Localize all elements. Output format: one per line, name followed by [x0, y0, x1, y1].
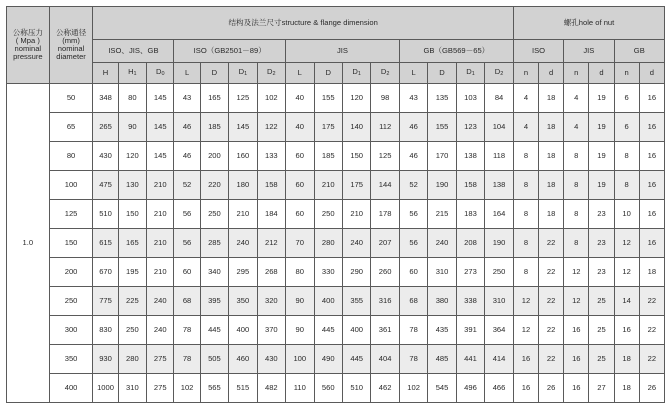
dimension-cell: 22	[639, 345, 664, 374]
dimension-cell: 280	[118, 345, 146, 374]
nominal-diameter-cell: 200	[49, 258, 93, 287]
dimension-cell: 84	[485, 84, 514, 113]
dimension-cell: 391	[456, 316, 484, 345]
dimension-cell: 68	[399, 287, 427, 316]
dimension-cell: 23	[589, 258, 614, 287]
sub-column-header: $D_2$	[371, 63, 399, 84]
dimension-cell: 165	[200, 84, 228, 113]
dimension-cell: 4	[513, 113, 538, 142]
dimension-cell: 22	[639, 287, 664, 316]
dimension-cell: 496	[456, 374, 484, 403]
group-header-gb569: GB（GB569－65）	[399, 40, 513, 63]
dimension-cell: 110	[286, 374, 314, 403]
nut-group-header-jis: JIS	[564, 40, 614, 63]
nominal-pressure-cell: 1.0	[7, 84, 50, 403]
dimension-cell: 26	[539, 374, 564, 403]
dimension-cell: 145	[147, 142, 174, 171]
dimension-cell: 144	[371, 171, 399, 200]
dimension-cell: 18	[639, 258, 664, 287]
dimension-cell: 370	[257, 316, 285, 345]
dimension-cell: 16	[564, 316, 589, 345]
dimension-cell: 225	[118, 287, 146, 316]
dimension-cell: 165	[118, 229, 146, 258]
sub-column-header: $H_1$	[118, 63, 146, 84]
dimension-cell: 12	[614, 258, 639, 287]
dimension-cell: 26	[639, 374, 664, 403]
dimension-cell: 56	[399, 229, 427, 258]
dimension-cell: 78	[399, 316, 427, 345]
dimension-cell: 12	[513, 287, 538, 316]
dimension-cell: 22	[539, 229, 564, 258]
dimension-cell: 18	[539, 200, 564, 229]
dimension-cell: 150	[342, 142, 370, 171]
dimension-cell: 25	[589, 287, 614, 316]
dimension-cell: 158	[456, 171, 484, 200]
dimension-cell: 185	[200, 113, 228, 142]
dimension-cell: 125	[371, 142, 399, 171]
dimension-cell: 170	[428, 142, 456, 171]
table-body	[7, 84, 665, 403]
dimension-cell: 200	[200, 142, 228, 171]
dimension-cell: 27	[589, 374, 614, 403]
sub-column-header-row	[7, 63, 665, 84]
dimension-cell: 510	[342, 374, 370, 403]
dimension-cell: 265	[93, 113, 118, 142]
dimension-cell: 220	[200, 171, 228, 200]
dimension-cell: 395	[200, 287, 228, 316]
dimension-cell: 40	[286, 113, 314, 142]
dimension-cell: 355	[342, 287, 370, 316]
dimension-cell: 78	[174, 345, 200, 374]
dimension-cell: 43	[174, 84, 200, 113]
dimension-cell: 8	[513, 258, 538, 287]
dimension-cell: 160	[229, 142, 257, 171]
dimension-cell: 102	[399, 374, 427, 403]
nominal-diameter-cell: 150	[49, 229, 93, 258]
dimension-cell: 123	[456, 113, 484, 142]
dimension-cell: 90	[118, 113, 146, 142]
sub-column-header: D	[314, 63, 342, 84]
dimension-cell: 46	[174, 142, 200, 171]
dimension-cell: 430	[257, 345, 285, 374]
dimension-cell: 140	[342, 113, 370, 142]
nut-hole-header: 螺孔hole of nut	[513, 7, 664, 40]
dimension-cell: 4	[564, 84, 589, 113]
group-header-iso-gb2501: ISO（GB2501－89）	[174, 40, 286, 63]
table-row	[7, 345, 665, 374]
dimension-cell: 545	[428, 374, 456, 403]
dimension-cell: 164	[485, 200, 514, 229]
dimension-cell: 60	[286, 171, 314, 200]
dimension-cell: 460	[229, 345, 257, 374]
dimension-cell: 250	[314, 200, 342, 229]
dimension-cell: 210	[147, 200, 174, 229]
dimension-cell: 310	[485, 287, 514, 316]
dimension-cell: 19	[589, 142, 614, 171]
dimension-cell: 190	[485, 229, 514, 258]
dimension-cell: 112	[371, 113, 399, 142]
dimension-cell: 560	[314, 374, 342, 403]
sub-column-header: d	[639, 63, 664, 84]
dimension-cell: 8	[513, 229, 538, 258]
dimension-cell: 90	[286, 287, 314, 316]
group-header-iso-jis-gb: ISO、JIS、GB	[93, 40, 174, 63]
dimension-cell: 145	[147, 84, 174, 113]
dimension-cell: 16	[639, 171, 664, 200]
dimension-cell: 8	[564, 200, 589, 229]
dimension-cell: 210	[342, 200, 370, 229]
dimension-cell: 56	[174, 200, 200, 229]
sub-column-header: n	[564, 63, 589, 84]
dimension-cell: 475	[93, 171, 118, 200]
nut-group-header-gb: GB	[614, 40, 664, 63]
dimension-cell: 185	[314, 142, 342, 171]
dimension-cell: 285	[200, 229, 228, 258]
table-row	[7, 258, 665, 287]
dimension-cell: 490	[314, 345, 342, 374]
dimension-cell: 16	[639, 113, 664, 142]
dimension-cell: 250	[485, 258, 514, 287]
dimension-cell: 8	[513, 142, 538, 171]
dimension-cell: 482	[257, 374, 285, 403]
dimension-cell: 56	[399, 200, 427, 229]
dimension-cell: 210	[314, 171, 342, 200]
dimension-cell: 22	[539, 258, 564, 287]
dimension-cell: 830	[93, 316, 118, 345]
dimension-cell: 46	[399, 113, 427, 142]
dimension-cell: 210	[147, 229, 174, 258]
dimension-cell: 364	[485, 316, 514, 345]
dimension-cell: 180	[229, 171, 257, 200]
dimension-cell: 240	[428, 229, 456, 258]
dimension-cell: 190	[428, 171, 456, 200]
nominal-diameter-cell: 350	[49, 345, 93, 374]
table-row	[7, 113, 665, 142]
dimension-cell: 275	[147, 374, 174, 403]
dimension-cell: 19	[589, 113, 614, 142]
dimension-cell: 404	[371, 345, 399, 374]
dimension-cell: 930	[93, 345, 118, 374]
dimension-cell: 60	[286, 200, 314, 229]
dimension-cell: 1000	[93, 374, 118, 403]
dimension-cell: 10	[614, 200, 639, 229]
dimension-cell: 78	[174, 316, 200, 345]
dimension-cell: 435	[428, 316, 456, 345]
nominal-diameter-cell: 125	[49, 200, 93, 229]
dimension-cell: 102	[257, 84, 285, 113]
dimension-cell: 40	[286, 84, 314, 113]
dimension-cell: 18	[539, 113, 564, 142]
dimension-cell: 8	[614, 142, 639, 171]
dimension-cell: 16	[639, 229, 664, 258]
dimension-cell: 12	[614, 229, 639, 258]
dimension-cell: 290	[342, 258, 370, 287]
dimension-cell: 295	[229, 258, 257, 287]
dimension-cell: 400	[314, 287, 342, 316]
dimension-cell: 138	[485, 171, 514, 200]
dimension-cell: 68	[174, 287, 200, 316]
sub-column-header: $D_0$	[147, 63, 174, 84]
nominal-diameter-cell: 65	[49, 113, 93, 142]
dimension-cell: 80	[118, 84, 146, 113]
dimension-cell: 125	[229, 84, 257, 113]
table-row	[7, 229, 665, 258]
dimension-cell: 178	[371, 200, 399, 229]
dimension-cell: 4	[513, 84, 538, 113]
dimension-cell: 118	[485, 142, 514, 171]
dimension-cell: 210	[147, 258, 174, 287]
dimension-cell: 16	[564, 374, 589, 403]
dimension-cell: 268	[257, 258, 285, 287]
dimension-cell: 12	[564, 258, 589, 287]
structure-flange-header: 结构及法兰尺寸structure & flange dimension	[93, 7, 513, 40]
dimension-cell: 22	[639, 316, 664, 345]
dimension-cell: 22	[539, 287, 564, 316]
dimension-cell: 122	[257, 113, 285, 142]
dimension-cell: 130	[118, 171, 146, 200]
dimension-cell: 25	[589, 316, 614, 345]
dimension-cell: 56	[174, 229, 200, 258]
dimension-cell: 208	[456, 229, 484, 258]
dimension-cell: 8	[564, 171, 589, 200]
dimension-cell: 18	[614, 345, 639, 374]
dimension-cell: 22	[539, 345, 564, 374]
dimension-cell: 273	[456, 258, 484, 287]
dimension-cell: 240	[147, 287, 174, 316]
dimension-cell: 615	[93, 229, 118, 258]
dimension-cell: 43	[399, 84, 427, 113]
dimension-cell: 78	[399, 345, 427, 374]
sub-column-header: n	[614, 63, 639, 84]
dimension-cell: 120	[118, 142, 146, 171]
dimension-cell: 430	[93, 142, 118, 171]
dimension-cell: 18	[539, 171, 564, 200]
dimension-cell: 100	[286, 345, 314, 374]
dimension-cell: 52	[399, 171, 427, 200]
sub-column-header: L	[174, 63, 200, 84]
dimension-cell: 670	[93, 258, 118, 287]
flange-dimension-table-container	[6, 6, 665, 410]
dimension-cell: 46	[174, 113, 200, 142]
nominal-diameter-cell: 100	[49, 171, 93, 200]
dimension-cell: 16	[614, 316, 639, 345]
sub-column-header: $D_1$	[229, 63, 257, 84]
dimension-cell: 260	[371, 258, 399, 287]
dimension-cell: 6	[614, 84, 639, 113]
dimension-cell: 485	[428, 345, 456, 374]
dimension-cell: 316	[371, 287, 399, 316]
dimension-cell: 25	[589, 345, 614, 374]
sub-column-header: $D_2$	[485, 63, 514, 84]
dimension-cell: 60	[286, 142, 314, 171]
dimension-cell: 16	[564, 345, 589, 374]
dimension-cell: 414	[485, 345, 514, 374]
dimension-cell: 466	[485, 374, 514, 403]
dimension-cell: 90	[286, 316, 314, 345]
dimension-cell: 320	[257, 287, 285, 316]
nominal-diameter-cell: 250	[49, 287, 93, 316]
dimension-cell: 18	[539, 142, 564, 171]
sub-column-header: d	[539, 63, 564, 84]
table-row	[7, 84, 665, 113]
dimension-cell: 400	[342, 316, 370, 345]
dimension-cell: 16	[639, 142, 664, 171]
sub-column-header: H	[93, 63, 118, 84]
dimension-cell: 250	[200, 200, 228, 229]
dimension-cell: 70	[286, 229, 314, 258]
dimension-cell: 155	[428, 113, 456, 142]
dimension-cell: 565	[200, 374, 228, 403]
dimension-cell: 175	[314, 113, 342, 142]
dimension-cell: 138	[456, 142, 484, 171]
dimension-cell: 8	[614, 171, 639, 200]
nut-group-header-iso: ISO	[513, 40, 563, 63]
dimension-cell: 60	[399, 258, 427, 287]
dimension-cell: 183	[456, 200, 484, 229]
table-row	[7, 142, 665, 171]
sub-column-header: $D_1$	[342, 63, 370, 84]
dimension-cell: 133	[257, 142, 285, 171]
dimension-cell: 310	[428, 258, 456, 287]
nominal-pressure-header: 公称压力 ( Mpa ) nominal pressure	[7, 7, 50, 84]
dimension-cell: 16	[639, 200, 664, 229]
dimension-cell: 240	[147, 316, 174, 345]
dimension-cell: 462	[371, 374, 399, 403]
dimension-cell: 240	[342, 229, 370, 258]
dimension-cell: 80	[286, 258, 314, 287]
nominal-diameter-cell: 80	[49, 142, 93, 171]
dimension-cell: 441	[456, 345, 484, 374]
dimension-cell: 23	[589, 229, 614, 258]
dimension-cell: 158	[257, 171, 285, 200]
dimension-cell: 103	[456, 84, 484, 113]
dimension-cell: 98	[371, 84, 399, 113]
dimension-cell: 195	[118, 258, 146, 287]
dimension-cell: 155	[314, 84, 342, 113]
dimension-cell: 775	[93, 287, 118, 316]
dimension-cell: 175	[342, 171, 370, 200]
dimension-cell: 14	[614, 287, 639, 316]
dimension-cell: 8	[513, 171, 538, 200]
sub-column-header: D	[428, 63, 456, 84]
nominal-diameter-header: 公称通径 (mm) nominal diameter	[49, 7, 93, 84]
table-row	[7, 374, 665, 403]
nominal-diameter-cell: 300	[49, 316, 93, 345]
dimension-cell: 46	[399, 142, 427, 171]
dimension-cell: 210	[229, 200, 257, 229]
table-row	[7, 171, 665, 200]
dimension-cell: 340	[200, 258, 228, 287]
sub-column-header: $D_1$	[456, 63, 484, 84]
dimension-cell: 380	[428, 287, 456, 316]
dimension-cell: 145	[229, 113, 257, 142]
dimension-cell: 210	[147, 171, 174, 200]
dimension-cell: 207	[371, 229, 399, 258]
sub-column-header: L	[286, 63, 314, 84]
dimension-cell: 338	[456, 287, 484, 316]
dimension-cell: 310	[118, 374, 146, 403]
dimension-cell: 102	[174, 374, 200, 403]
sub-column-header: d	[589, 63, 614, 84]
dimension-cell: 184	[257, 200, 285, 229]
dimension-cell: 350	[229, 287, 257, 316]
dimension-cell: 445	[342, 345, 370, 374]
dimension-cell: 12	[564, 287, 589, 316]
dimension-cell: 19	[589, 171, 614, 200]
sub-column-header: n	[513, 63, 538, 84]
dimension-cell: 18	[539, 84, 564, 113]
dimension-cell: 104	[485, 113, 514, 142]
dimension-cell: 240	[229, 229, 257, 258]
nominal-diameter-cell: 400	[49, 374, 93, 403]
dimension-cell: 8	[564, 142, 589, 171]
dimension-cell: 135	[428, 84, 456, 113]
sub-column-header: L	[399, 63, 427, 84]
nominal-diameter-cell: 50	[49, 84, 93, 113]
dimension-cell: 275	[147, 345, 174, 374]
dimension-cell: 52	[174, 171, 200, 200]
dimension-cell: 445	[200, 316, 228, 345]
table-row	[7, 316, 665, 345]
dimension-cell: 22	[539, 316, 564, 345]
dimension-cell: 445	[314, 316, 342, 345]
dimension-cell: 16	[639, 84, 664, 113]
group-header-jis: JIS	[286, 40, 400, 63]
dimension-cell: 150	[118, 200, 146, 229]
table-row	[7, 200, 665, 229]
dimension-cell: 510	[93, 200, 118, 229]
dimension-cell: 215	[428, 200, 456, 229]
dimension-cell: 145	[147, 113, 174, 142]
dimension-cell: 400	[229, 316, 257, 345]
dimension-cell: 12	[513, 316, 538, 345]
dimension-cell: 8	[564, 229, 589, 258]
flange-dimension-table	[6, 6, 665, 403]
sub-column-header: D	[200, 63, 228, 84]
dimension-cell: 16	[513, 345, 538, 374]
dimension-cell: 4	[564, 113, 589, 142]
dimension-cell: 16	[513, 374, 538, 403]
dimension-cell: 505	[200, 345, 228, 374]
dimension-cell: 60	[174, 258, 200, 287]
dimension-cell: 18	[614, 374, 639, 403]
table-row	[7, 287, 665, 316]
dimension-cell: 250	[118, 316, 146, 345]
dimension-cell: 212	[257, 229, 285, 258]
dimension-cell: 280	[314, 229, 342, 258]
dimension-cell: 8	[513, 200, 538, 229]
dimension-cell: 19	[589, 84, 614, 113]
dimension-cell: 330	[314, 258, 342, 287]
dimension-cell: 515	[229, 374, 257, 403]
dimension-cell: 23	[589, 200, 614, 229]
dimension-cell: 120	[342, 84, 370, 113]
dimension-cell: 348	[93, 84, 118, 113]
sub-column-header: $D_2$	[257, 63, 285, 84]
dimension-cell: 361	[371, 316, 399, 345]
dimension-cell: 6	[614, 113, 639, 142]
